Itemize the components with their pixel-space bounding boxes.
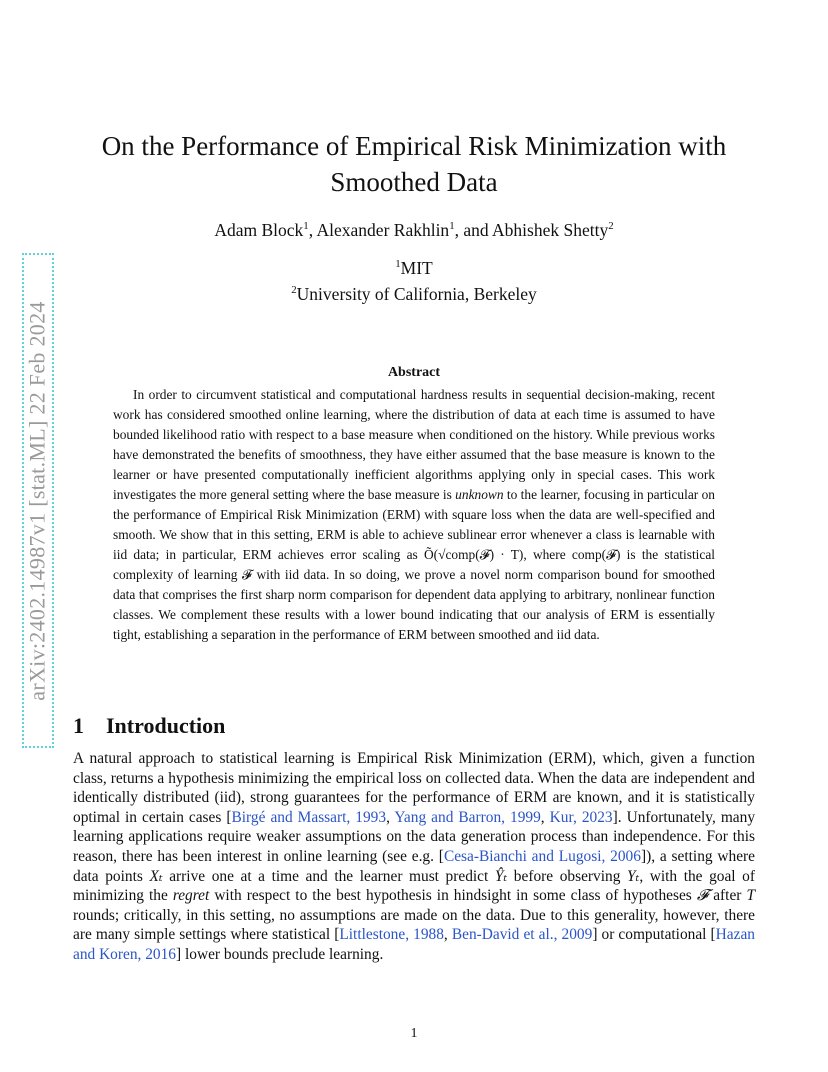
body-text: with respect to the best hypothesis in hindsight in some class of hypotheses: [209, 887, 697, 905]
abstract-text: to the learner, focusing in particular on the performance of Empirical Risk Minimization (ERM) with square loss when the data are well-specified and smooth. We show that in this setting, ERM is able to achieve sublinear error whenever a class is learnable with iid data; in particular, ERM achieves error scaling as: [113, 487, 715, 562]
affiliation-name: University of California, Berkeley: [296, 284, 537, 304]
abstract-text: , where comp(𝓕) is the statistical complexity of learning 𝓕 with iid data. In so doing, we prove a novel norm comparison bound for smoothed data that comprises the first sharp norm comparison for dependent data applying to arbitrary, nonlinear function classes. We complement these results with a lower bound indicating that our analysis of ERM is essentially tight, establishing a separation in the performance of ERM between smoothed and iid data.: [113, 547, 715, 642]
body-text: rounds; critically, in this setting, no assumptions are made on the data. Due to this generality, however, there are many simple settings where statistical [: [73, 906, 755, 944]
body-text: ] or computational [: [592, 926, 716, 944]
author-separator: , and: [454, 220, 493, 240]
page-number: 1: [410, 1026, 418, 1041]
affiliation: [0, 284, 828, 305]
citation-link[interactable]: Hazan and Koren, 2016: [73, 926, 755, 963]
section-title: Introduction: [106, 713, 226, 738]
affiliation-name: MIT: [400, 258, 433, 278]
citation-link[interactable]: Cesa-Bianchi and Lugosi, 2006: [443, 847, 641, 865]
citation-link[interactable]: Birgé and Massart, 1993: [231, 808, 387, 826]
body-text: arrive one at a time and the learner must predict: [162, 867, 495, 885]
abstract-text: In order to circumvent statistical and computational hardness results in sequential decision-making, recent work has considered smoothed online learning, where the distribution of data at each time is assumed to have bounded likelihood ratio with respect to a base measure when conditioned on the history. While previous works have demonstrated the benefits of smoothness, they have either assumed that the base measure is known to the learner or have presented computationally inefficient algorithms applying only in special cases. This work investigates the more general setting where the base measure is: [113, 387, 715, 502]
section-heading: [73, 713, 225, 739]
body-text: ] lower bounds preclude learning.: [176, 945, 384, 963]
arxiv-identifier-text: arXiv:2402.14987v1 [stat.ML] 22 Feb 2024: [25, 300, 50, 701]
body-text: before observing: [507, 867, 627, 885]
abstract-heading: Abstract: [387, 365, 441, 380]
math-symbol: Ŷₜ: [494, 867, 508, 885]
math-symbol: 𝓕: [696, 887, 709, 905]
author-list: [0, 220, 828, 241]
body-text: after: [708, 887, 747, 905]
body-text: , with the goal of minimizing the: [73, 867, 755, 905]
author-name: Adam Block: [214, 220, 304, 240]
body-text: ,: [540, 808, 550, 826]
author-affiliation-mark: 2: [608, 220, 614, 233]
body-text: ]. Unfortunately, many learning applications require weaker assumptions on the data generation process than independence. For this reason, there has been interest in online learning (see e.g. [: [73, 808, 756, 865]
author-affiliation-mark: 1: [449, 220, 455, 233]
affiliation-mark: 2: [291, 284, 297, 297]
intro-paragraph: [73, 749, 755, 965]
author-name: Alexander Rakhlin: [316, 220, 450, 240]
citation-link[interactable]: Kur, 2023: [549, 808, 613, 826]
citation-link[interactable]: Ben-David et al., 2009: [451, 926, 593, 944]
body-text: A natural approach to statistical learning is Empirical Risk Minimization (ERM), which, given a function class, returns a hypothesis minimizing the empirical loss on collected data. When the data are independent and identically distributed (iid), strong guarantees for the performance of ERM are known, and it is statistically optimal in certain cases [: [73, 750, 755, 826]
section-number: 1: [73, 713, 84, 738]
math-symbol: Yₜ: [626, 867, 640, 885]
body-text: ,: [386, 808, 395, 826]
body-text: ]), a setting where data points: [73, 847, 756, 885]
abstract-emphasis: unknown: [455, 487, 504, 502]
author-affiliation-mark: 1: [303, 220, 309, 233]
affiliation-mark: 1: [395, 258, 401, 271]
citation-link[interactable]: Yang and Barron, 1999: [394, 808, 541, 826]
affiliation: [0, 258, 828, 279]
author-name: Abhishek Shetty: [492, 220, 609, 240]
math-symbol: Xₜ: [149, 867, 163, 885]
emphasis-text: regret: [172, 887, 210, 905]
abstract-math: Õ(√comp(𝓕) · T): [424, 547, 524, 562]
math-symbol: T: [746, 887, 755, 905]
arxiv-identifier-stamp: [22, 253, 54, 748]
paper-title: On the Performance of Empirical Risk Minimization with Smoothed Data: [101, 131, 727, 197]
author-separator: ,: [308, 220, 317, 240]
citation-link[interactable]: Littlestone, 1988: [339, 926, 444, 944]
abstract-body: [113, 385, 715, 645]
body-text: ,: [443, 926, 452, 944]
